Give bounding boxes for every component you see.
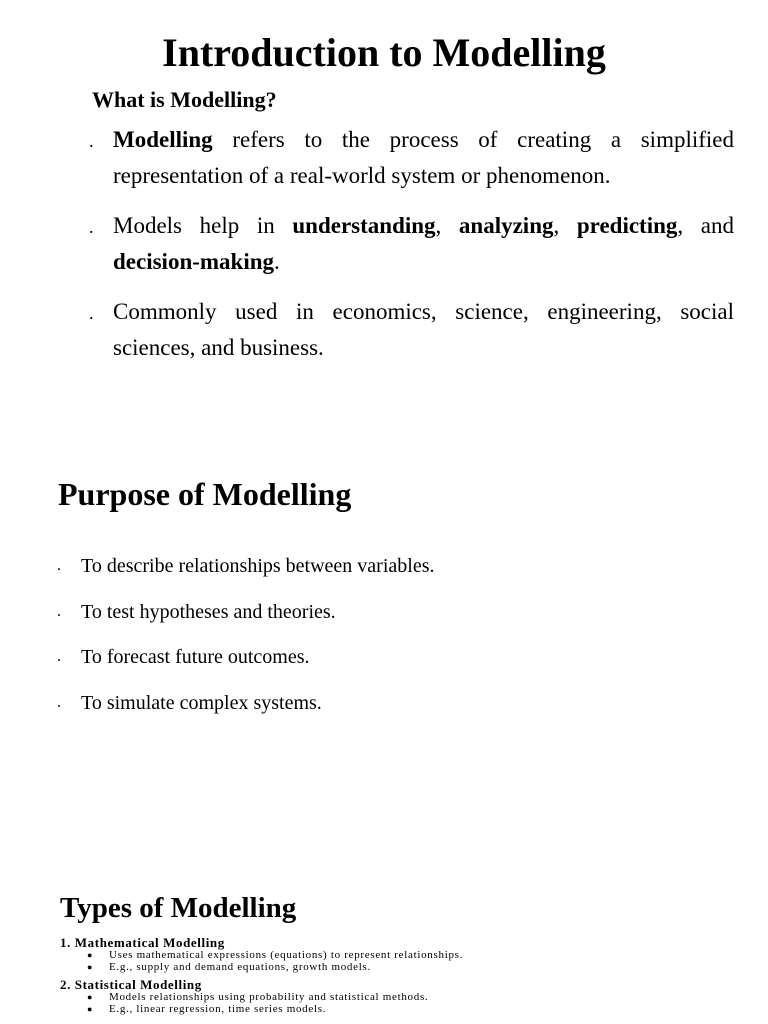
type-title: 2. Statistical Modelling: [60, 977, 202, 992]
bullet-icon: .: [57, 648, 61, 665]
bullet-icon: ●: [87, 950, 94, 960]
intro-bullet-text: Models help in understanding, analyzing, predicting, and decision-making.: [113, 213, 734, 274]
list-item: . To simulate complex systems.: [56, 685, 434, 721]
intro-bullet: [88, 122, 734, 194]
bullet-icon: ●: [87, 962, 94, 972]
type-item-mathematical: [60, 936, 463, 973]
bullet-icon: .: [89, 131, 94, 151]
page-title: Introduction to Modelling: [162, 30, 606, 75]
list-item: ● Models relationships using probability and statistical methods.: [87, 991, 429, 1003]
intro-bullet-text: Modelling refers to the process of creating a simplified representation of a real-world system or phenomenon.: [113, 127, 734, 188]
section-heading-types: Types of Modelling: [60, 892, 297, 924]
bullet-icon: .: [89, 303, 94, 323]
bullet-icon: .: [89, 217, 94, 237]
intro-bullet-text: Commonly used in economics, science, engineering, social sciences, and business.: [113, 299, 734, 360]
intro-bullet: [88, 208, 734, 280]
bullet-icon: .: [57, 602, 61, 620]
list-item: . To forecast future outcomes.: [56, 639, 434, 675]
list-item: ● Uses mathematical expressions (equations) to represent relationships.: [87, 949, 464, 961]
bullet-icon: .: [57, 557, 61, 574]
type-item-statistical: [60, 978, 463, 1015]
list-item: ● E.g., supply and demand equations, growth models.: [87, 961, 371, 973]
list-item: . To test hypotheses and theories.: [56, 594, 434, 630]
bullet-icon: ●: [87, 1004, 94, 1014]
bullet-icon: .: [57, 693, 61, 711]
list-item: . To describe relationships between variables.: [56, 548, 434, 584]
types-list: [60, 936, 463, 1020]
type-points: [60, 991, 463, 1015]
intro-bullet-list: [88, 122, 734, 380]
section-heading-purpose: Purpose of Modelling: [58, 476, 352, 512]
bullet-icon: ●: [87, 992, 94, 1002]
intro-bullet: [88, 294, 734, 366]
section-heading-what-is-modelling: What is Modelling?: [92, 87, 277, 112]
type-title: 1. Mathematical Modelling: [60, 935, 225, 950]
list-item: ● E.g., linear regression, time series models.: [87, 1003, 327, 1015]
type-points: [60, 949, 463, 973]
purpose-list: [56, 548, 434, 730]
